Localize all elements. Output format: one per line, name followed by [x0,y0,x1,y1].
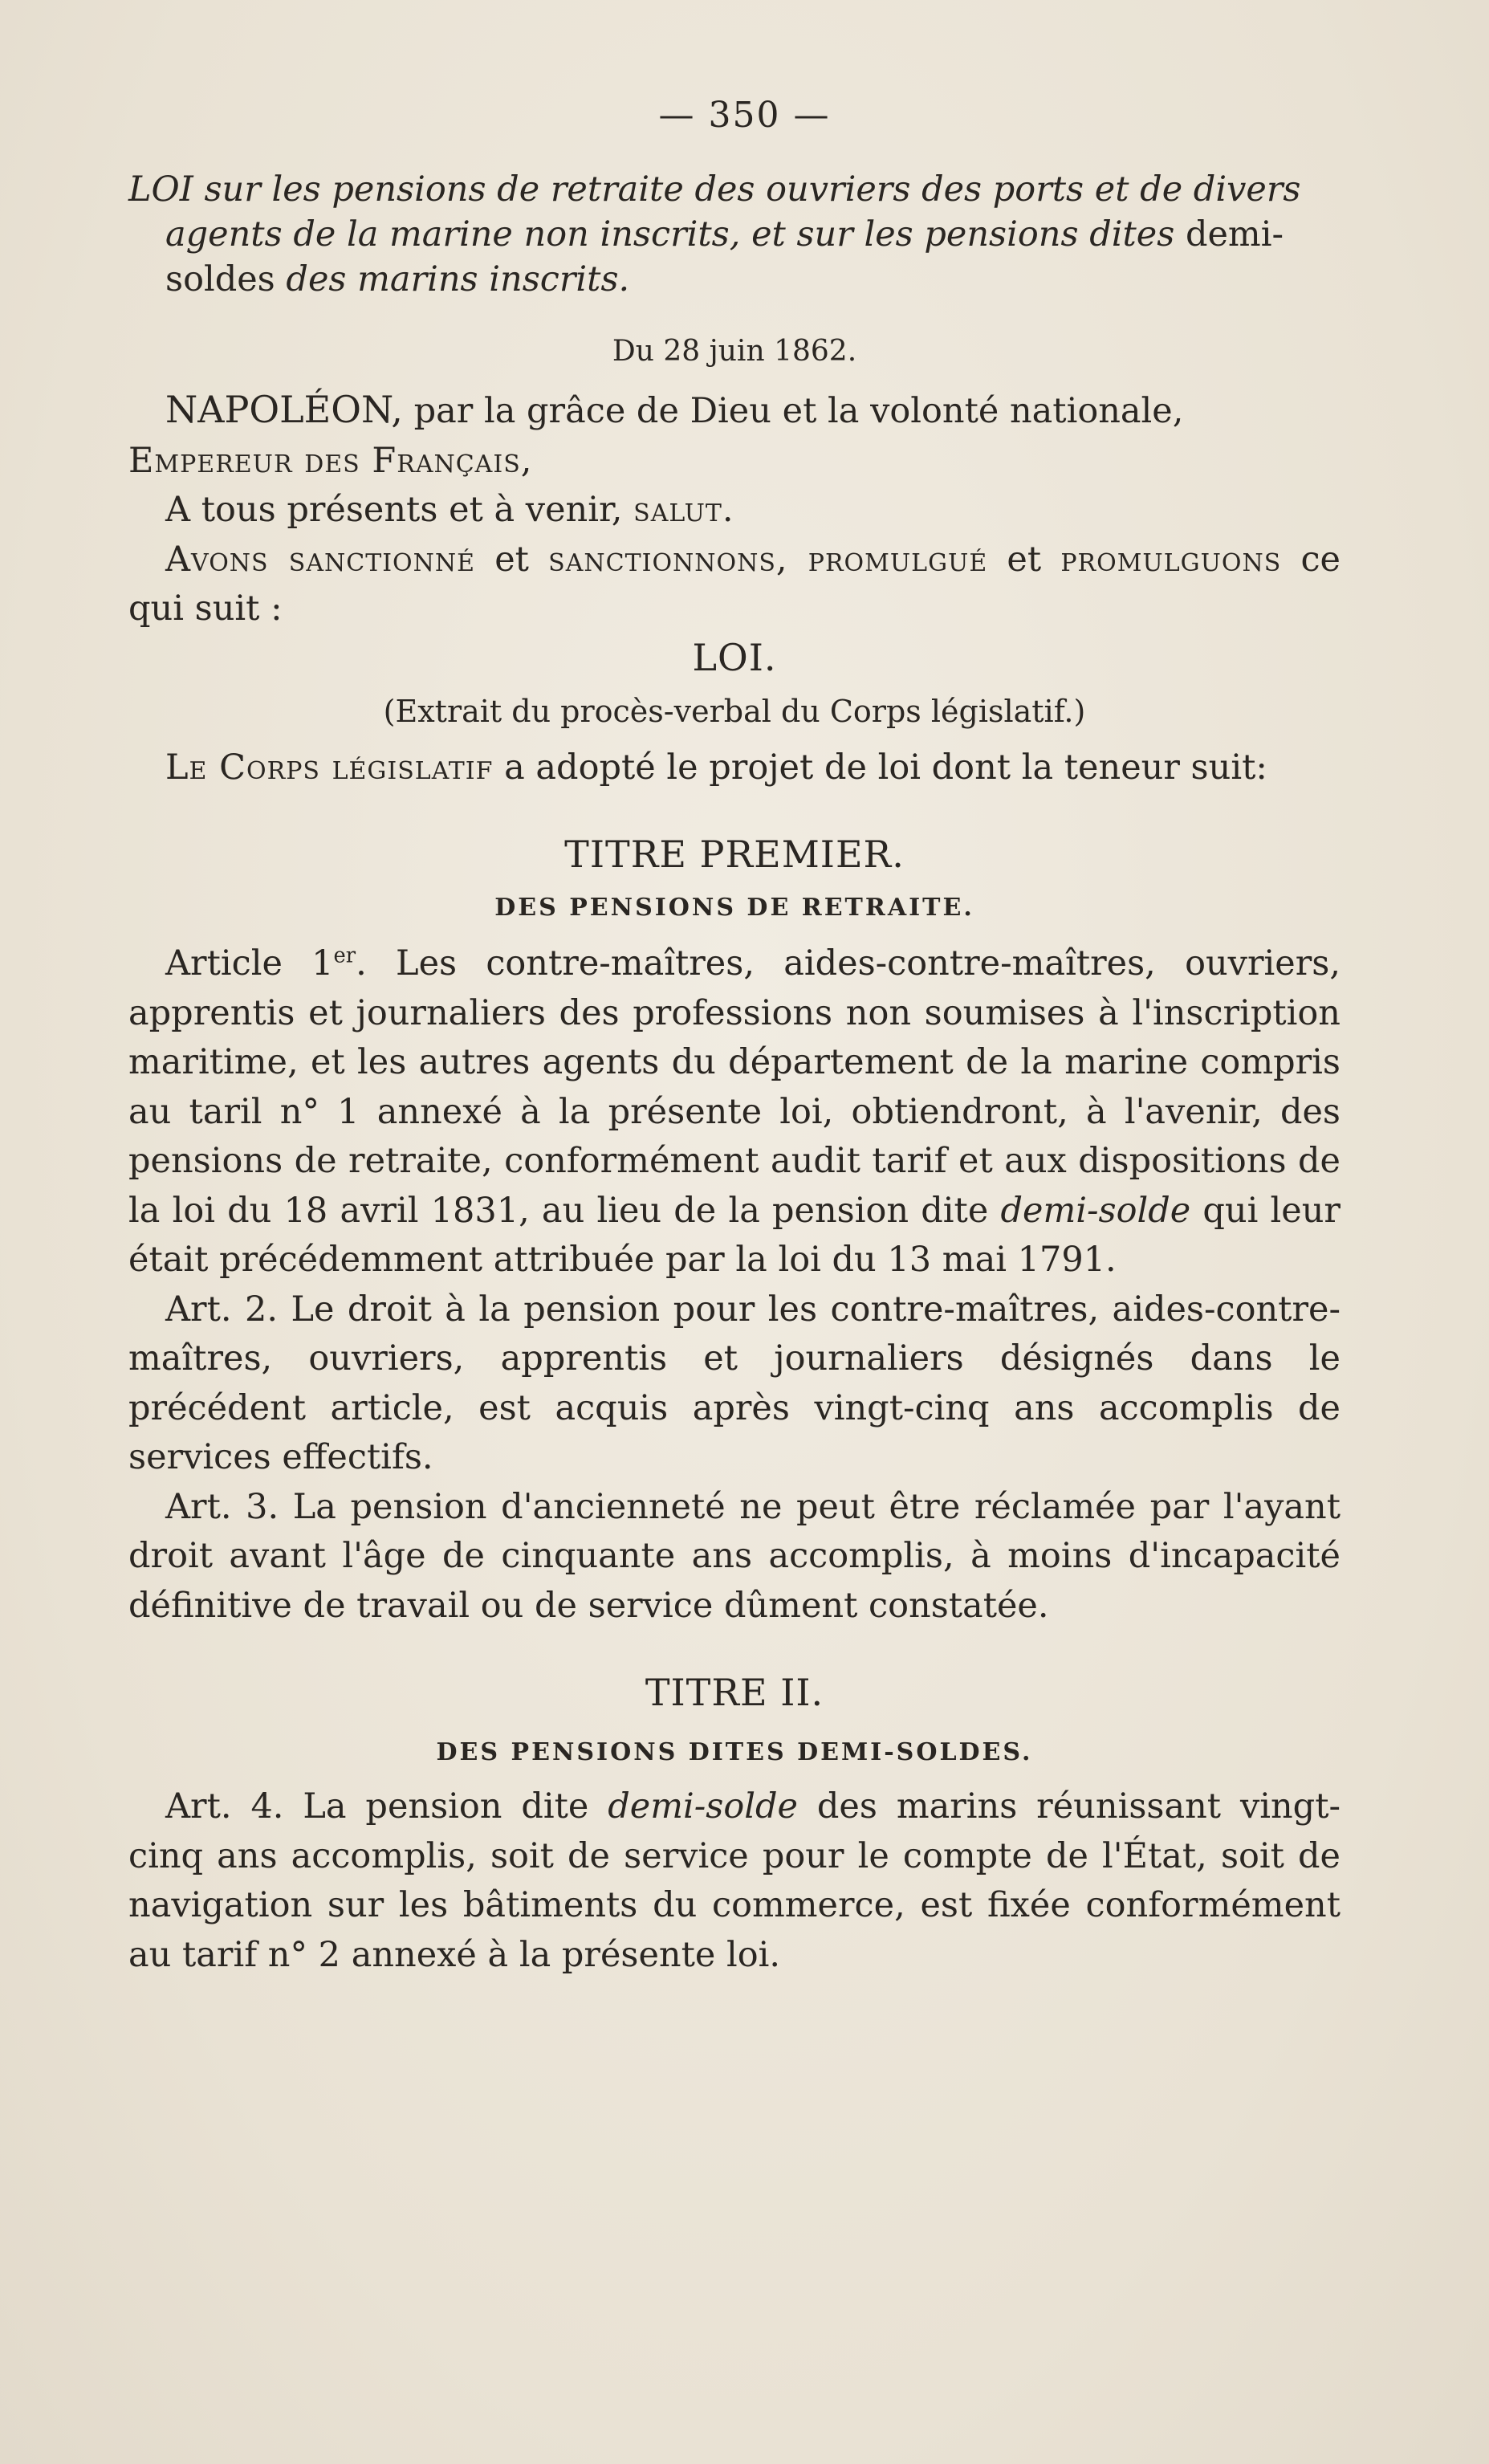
article-1-italic: demi-solde [1000,1190,1191,1231]
titre-premier: TITRE PREMIER. [564,833,905,876]
titre-deux: TITRE II. [645,1671,824,1714]
preamble-line-3 [128,486,1341,536]
preamble-text: A tous présents et à venir, [165,490,623,530]
article-1-text: . Les contre-maîtres, aides-contre-maîtres, ouvriers, apprentis et journaliers des professions non soumises à l'inscription maritime, et les autres agents du département de la marine compris au taril n° 1 annexé à la présente loi, obtiendront, à l'avenir, des pensions de retraite, conformément audit tarif et aux dispositions de la loi du 18 avril 1831, au lieu de la pension dite [128,943,1341,1231]
loi-title: LOI. [692,635,777,679]
article-3: Art. 3. La pension d'ancienneté ne peut être réclamée par l'ayant droit avant l'âge de cinquante ans accomplis, à moins d'incapacité définitive de travail ou de service dûment constatée. [128,1486,1341,1626]
extrait-note: (Extrait du procès-verbal du Corps législatif.) [383,693,1086,729]
preamble-text: et [1007,539,1042,580]
article-1 [128,939,1341,1285]
law-heading [128,167,1341,302]
preamble-line-4 [128,536,1341,634]
preamble-text: par la grâce de Dieu et la volonté nationale, [413,391,1184,431]
article-4-italic: demi-solde [608,1786,798,1827]
preamble-sc: sanctionnons, promulgué [548,539,988,580]
article-4-text: Art. 4. La pension dite [165,1786,589,1827]
article-4-text-end: des marins réunissant vingt-cinq ans accomplis, soit de service pour le compte de l'État, soit de navigation sur les bâtiments du commerce, est fixée conformément au tarif n° 2 annexé à la présente loi. [128,1786,1341,1975]
heading-text-end: des marins inscrits. [286,259,630,299]
preamble-sc: Avons sanctionné [165,539,476,580]
emperor-title: Empereur des Français, [128,440,533,481]
corps-legislatif: Le Corps législatif [165,747,494,788]
heading-demi-soldes: demi-soldes [165,214,1284,299]
preamble-line-1 [128,385,1341,437]
preamble-line-2 [128,437,1341,487]
preamble-text: ce qui suit : [128,539,1341,629]
salut: salut. [633,490,734,530]
preamble-sc: promulguons [1060,539,1282,580]
article-4 [128,1782,1341,1980]
corps-legislatif-paragraph [128,743,1341,793]
emperor-name: NAPOLÉON, [165,388,403,431]
titre-premier-subtitle: DES PENSIONS DE RETRAITE. [494,894,974,922]
page-number: — 350 — [658,95,831,136]
corps-text: a adopté le projet de loi dont la teneur suit: [504,747,1267,788]
heading-text: LOI sur les pensions de retraite des ouvriers des ports et de divers agents de la marine non inscrits, et sur les pensions dites [128,169,1301,255]
preamble-text: et [494,539,529,580]
article-1-sup: er [333,943,356,968]
article-1-text-end: qui leur était précédemment attribuée par la loi du 13 mai 1791. [128,1190,1341,1280]
article-2: Art. 2. Le droit à la pension pour les contre-maîtres, aides-contre-maîtres, ouvriers, apprentis et journaliers désignés dans le précédent article, est acquis après vingt-cinq ans accomplis de services effectifs. [128,1289,1341,1477]
article-1-label: Article 1 [165,943,334,984]
titre-deux-subtitle: DES PENSIONS DITES DEMI-SOLDES. [436,1738,1033,1766]
law-date: Du 28 juin 1862. [612,335,857,368]
page-body [128,167,1341,1980]
